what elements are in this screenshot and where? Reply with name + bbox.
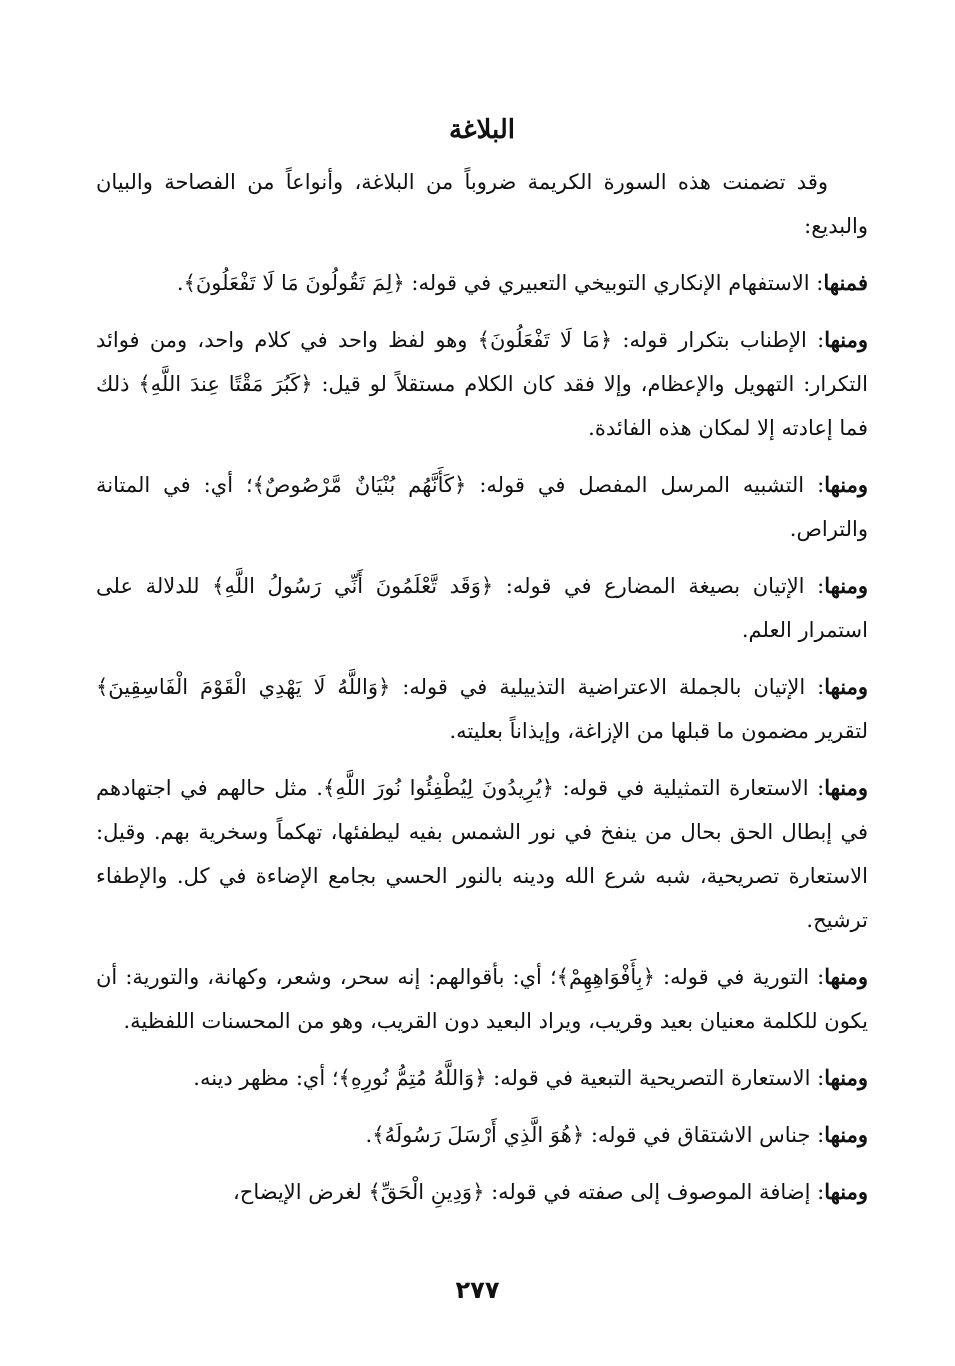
paragraph-text: ؛ أي: مظهر دينه.	[193, 1066, 339, 1090]
paragraph-text: ؛ أي: في المتانة والتراص.	[96, 473, 868, 541]
paragraph-text: : الاستعارة التمثيلية في قوله:	[553, 776, 825, 800]
paragraph-lead: ومنها	[824, 1179, 868, 1204]
intro-paragraph: وقد تضمنت هذه السورة الكريمة ضروباً من البلاغة، وأنواعاً من الفصاحة والبيان والبديع:	[96, 170, 868, 238]
paragraph-text: : الإطناب بتكرار قوله:	[612, 328, 825, 352]
quran-quote: ﴿يُرِيدُونَ لِيُطْفِئُوا نُورَ اللَّهِ﴾	[322, 776, 554, 800]
quran-quote: ﴿بِأَفْوَاهِهِمْ﴾	[556, 965, 655, 989]
quran-quote: ﴿وَاللَّهُ لَا يَهْدِي الْقَوْمَ الْفَاسِقِينَ﴾	[96, 675, 391, 699]
paragraph-text: . مثل حالهم في اجتهادهم في إبطال الحق بحال من ينفخ في نور الشمس بفيه ليطفئها، تهكماً وسخرية بهم. وقيل: الاستعارة تصريحية، شبه شرع الله ودينه بالنور الحسي بجامع الإضاءة في كل. والإطفاء ترشيح.	[96, 776, 868, 932]
quran-quote: ﴿وَدِينِ الْحَقِّ﴾	[368, 1180, 485, 1204]
paragraph-itirad	[96, 665, 868, 753]
paragraph-text: وهو لفظ واحد في كلام واحد، ومن فوائد التكرار: التهويل والإعظام، وإلا فقد كان الكلام مستقلاً لو قيل:	[96, 328, 869, 396]
paragraph-itnab	[96, 318, 868, 450]
paragraph-text: .	[365, 1123, 373, 1147]
paragraph-text: لغرض الإيضاح،	[233, 1180, 369, 1204]
paragraph-text: ذلك فما إعادته إلا لمكان هذه الفائدة.	[96, 372, 868, 440]
paragraph-lead: ومنها	[824, 674, 868, 699]
paragraph-text: لتقرير مضمون ما قبلها من الإزاغة، وإيذاناً بعليته.	[449, 719, 868, 743]
paragraph-lead: ومنها	[824, 1065, 868, 1090]
quran-quote: ﴿مَا لَا تَفْعَلُونَ﴾	[477, 328, 613, 352]
quran-quote: ﴿كَأَنَّهُم بُنْيَانٌ مَّرْصُوصٌ﴾	[252, 473, 467, 497]
paragraph-lead: ومنها	[824, 964, 868, 989]
paragraph-istiara-tamthiliya	[96, 766, 868, 942]
paragraph-text: : الإتيان بالجملة الاعتراضية التذييلية في قوله:	[390, 675, 825, 699]
paragraph-text: : الاستعارة التصريحية التبعية في قوله:	[486, 1066, 825, 1090]
paragraph-text: : التورية في قوله:	[654, 965, 825, 989]
paragraph-lead: ومنها	[824, 775, 868, 800]
paragraph-lead: ومنها	[824, 327, 868, 352]
paragraph-text: : الإتيان بصيغة المضارع في قوله:	[493, 574, 825, 598]
page-number: ٢٧٧	[455, 1276, 500, 1304]
paragraph-istifham	[96, 261, 868, 305]
paragraph-idafa	[96, 1170, 868, 1214]
paragraph-lead: فمنها	[823, 270, 868, 295]
paragraph-tawriya	[96, 955, 868, 1043]
paragraph-lead: ومنها	[824, 1122, 868, 1147]
paragraph-jinas	[96, 1113, 868, 1157]
paragraph-istiara-tasrihiya	[96, 1056, 868, 1100]
quran-quote: ﴿وَقَد تَّعْلَمُونَ أَنِّي رَسُولُ اللَّهِ﴾	[212, 574, 494, 598]
paragraph-text: .	[176, 271, 184, 295]
paragraph-tashbih	[96, 463, 868, 551]
quran-quote: ﴿لِمَ تَقُولُونَ مَا لَا تَفْعَلُونَ﴾	[183, 271, 405, 295]
paragraph-text: : الاستفهام الإنكاري التوبيخي التعبيري في قوله:	[404, 271, 824, 295]
section-title: البلاغة	[448, 115, 516, 145]
paragraph-text: : التشبيه المرسل المفصل في قوله:	[466, 473, 825, 497]
paragraph-text: : إضافة الموصوف إلى صفته في قوله:	[484, 1180, 825, 1204]
paragraph-text: ؛ أي: بأقوالهم: إنه سحر، وشعر، وكهانة، والتورية: أن يكون للكلمة معنيان بعيد وقريب، ويراد البعيد دون القريب، وهو من المحسنات اللفظية.	[96, 965, 868, 1033]
paragraph-text: : جناس الاشتقاق في قوله:	[584, 1123, 825, 1147]
quran-quote: ﴿كَبُرَ مَقْتًا عِندَ اللَّهِ﴾	[138, 372, 313, 396]
paragraph-mudari	[96, 564, 868, 652]
paragraph-text: للدلالة على استمرار العلم.	[96, 574, 868, 642]
paragraph-lead: ومنها	[824, 573, 868, 598]
page-body	[96, 110, 868, 1227]
quran-quote: ﴿وَاللَّهُ مُتِمُّ نُورِهِ﴾	[338, 1066, 487, 1090]
paragraph-lead: ومنها	[824, 472, 868, 497]
quran-quote: ﴿هُوَ الَّذِي أَرْسَلَ رَسُولَهُ﴾	[372, 1123, 585, 1147]
